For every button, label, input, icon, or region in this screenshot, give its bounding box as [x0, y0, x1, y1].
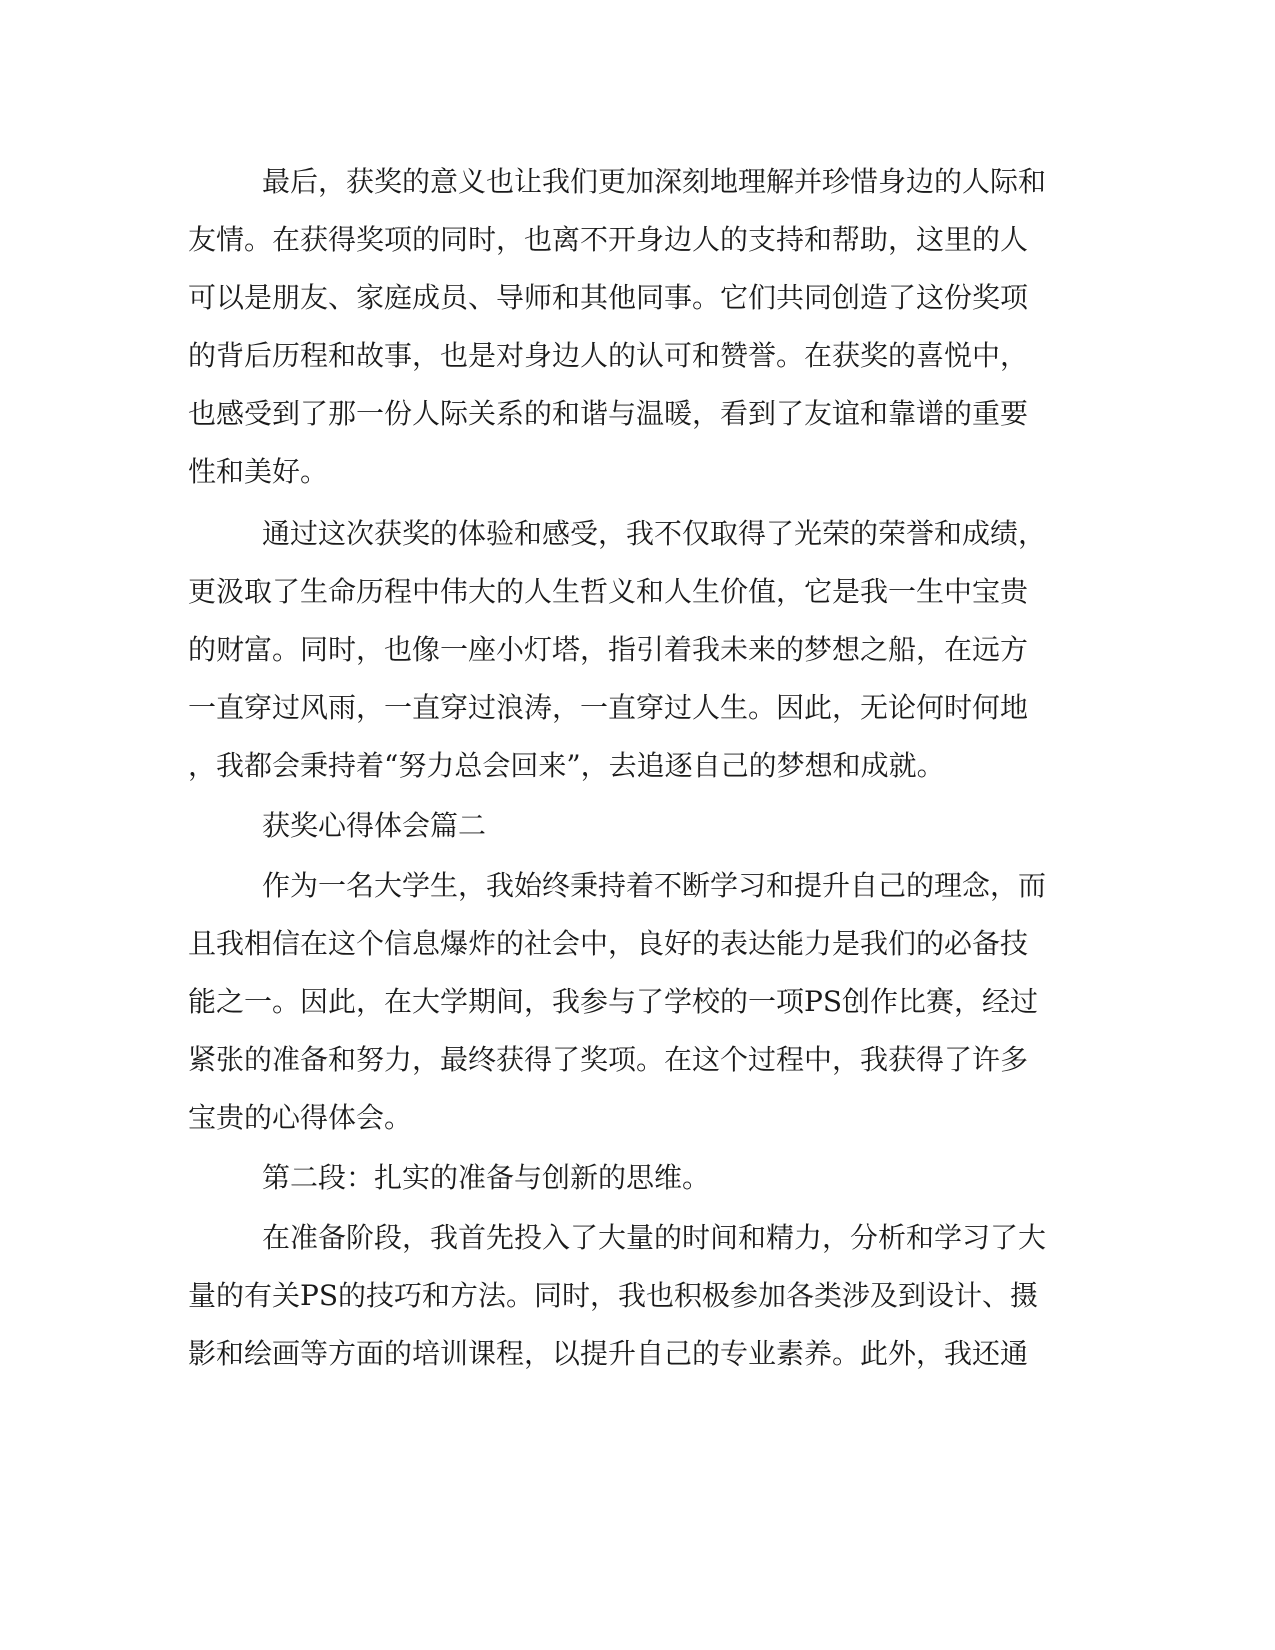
paragraph-line: 通过这次获奖的体验和感受，我不仅取得了光荣的荣誉和成绩， — [262, 517, 1047, 550]
paragraph-line: 性和美好。 — [188, 455, 329, 488]
paragraph-line: 也感受到了那一份人际关系的和谐与温暖，看到了友谊和靠谱的重要 — [188, 397, 1029, 430]
paragraph-line: 且我相信在这个信息爆炸的社会中，良好的表达能力是我们的必备技 — [188, 927, 1029, 960]
section-heading: 获奖心得体会篇二 — [262, 809, 487, 842]
paragraph-line: 更汲取了生命历程中伟大的人生哲义和人生价值，它是我一生中宝贵 — [188, 575, 1029, 608]
paragraph-line: 一直穿过风雨，一直穿过浪涛，一直穿过人生。因此，无论何时何地 — [188, 691, 1029, 724]
paragraph-line: 作为一名大学生，我始终秉持着不断学习和提升自己的理念，而 — [262, 869, 1047, 902]
paragraph-line: 在准备阶段，我首先投入了大量的时间和精力，分析和学习了大 — [262, 1221, 1047, 1254]
paragraph-line: 能之一。因此，在大学期间，我参与了学校的一项PS创作比赛，经过 — [188, 985, 1039, 1018]
paragraph-line: 影和绘画等方面的培训课程，以提升自己的专业素养。此外，我还通 — [188, 1337, 1029, 1370]
paragraph-line: 友情。在获得奖项的同时，也离不开身边人的支持和帮助，这里的人 — [188, 223, 1029, 256]
paragraph-line: 的背后历程和故事，也是对身边人的认可和赞誉。在获奖的喜悦中， — [188, 339, 1029, 372]
paragraph-line: 的财富。同时，也像一座小灯塔，指引着我未来的梦想之船，在远方 — [188, 633, 1029, 666]
paragraph-line: 紧张的准备和努力，最终获得了奖项。在这个过程中，我获得了许多 — [188, 1043, 1029, 1076]
paragraph-line: ，我都会秉持着“努力总会回来”，去追逐自己的梦想和成就。 — [188, 749, 945, 782]
paragraph-line: 最后，获奖的意义也让我们更加深刻地理解并珍惜身边的人际和 — [262, 165, 1047, 198]
paragraph-line: 宝贵的心得体会。 — [188, 1101, 413, 1134]
paragraph-line: 量的有关PS的技巧和方法。同时，我也积极参加各类涉及到设计、摄 — [188, 1279, 1039, 1312]
paragraph-line: 可以是朋友、家庭成员、导师和其他同事。它们共同创造了这份奖项 — [188, 281, 1029, 314]
paragraph-line: 第二段：扎实的准备与创新的思维。 — [262, 1161, 711, 1194]
